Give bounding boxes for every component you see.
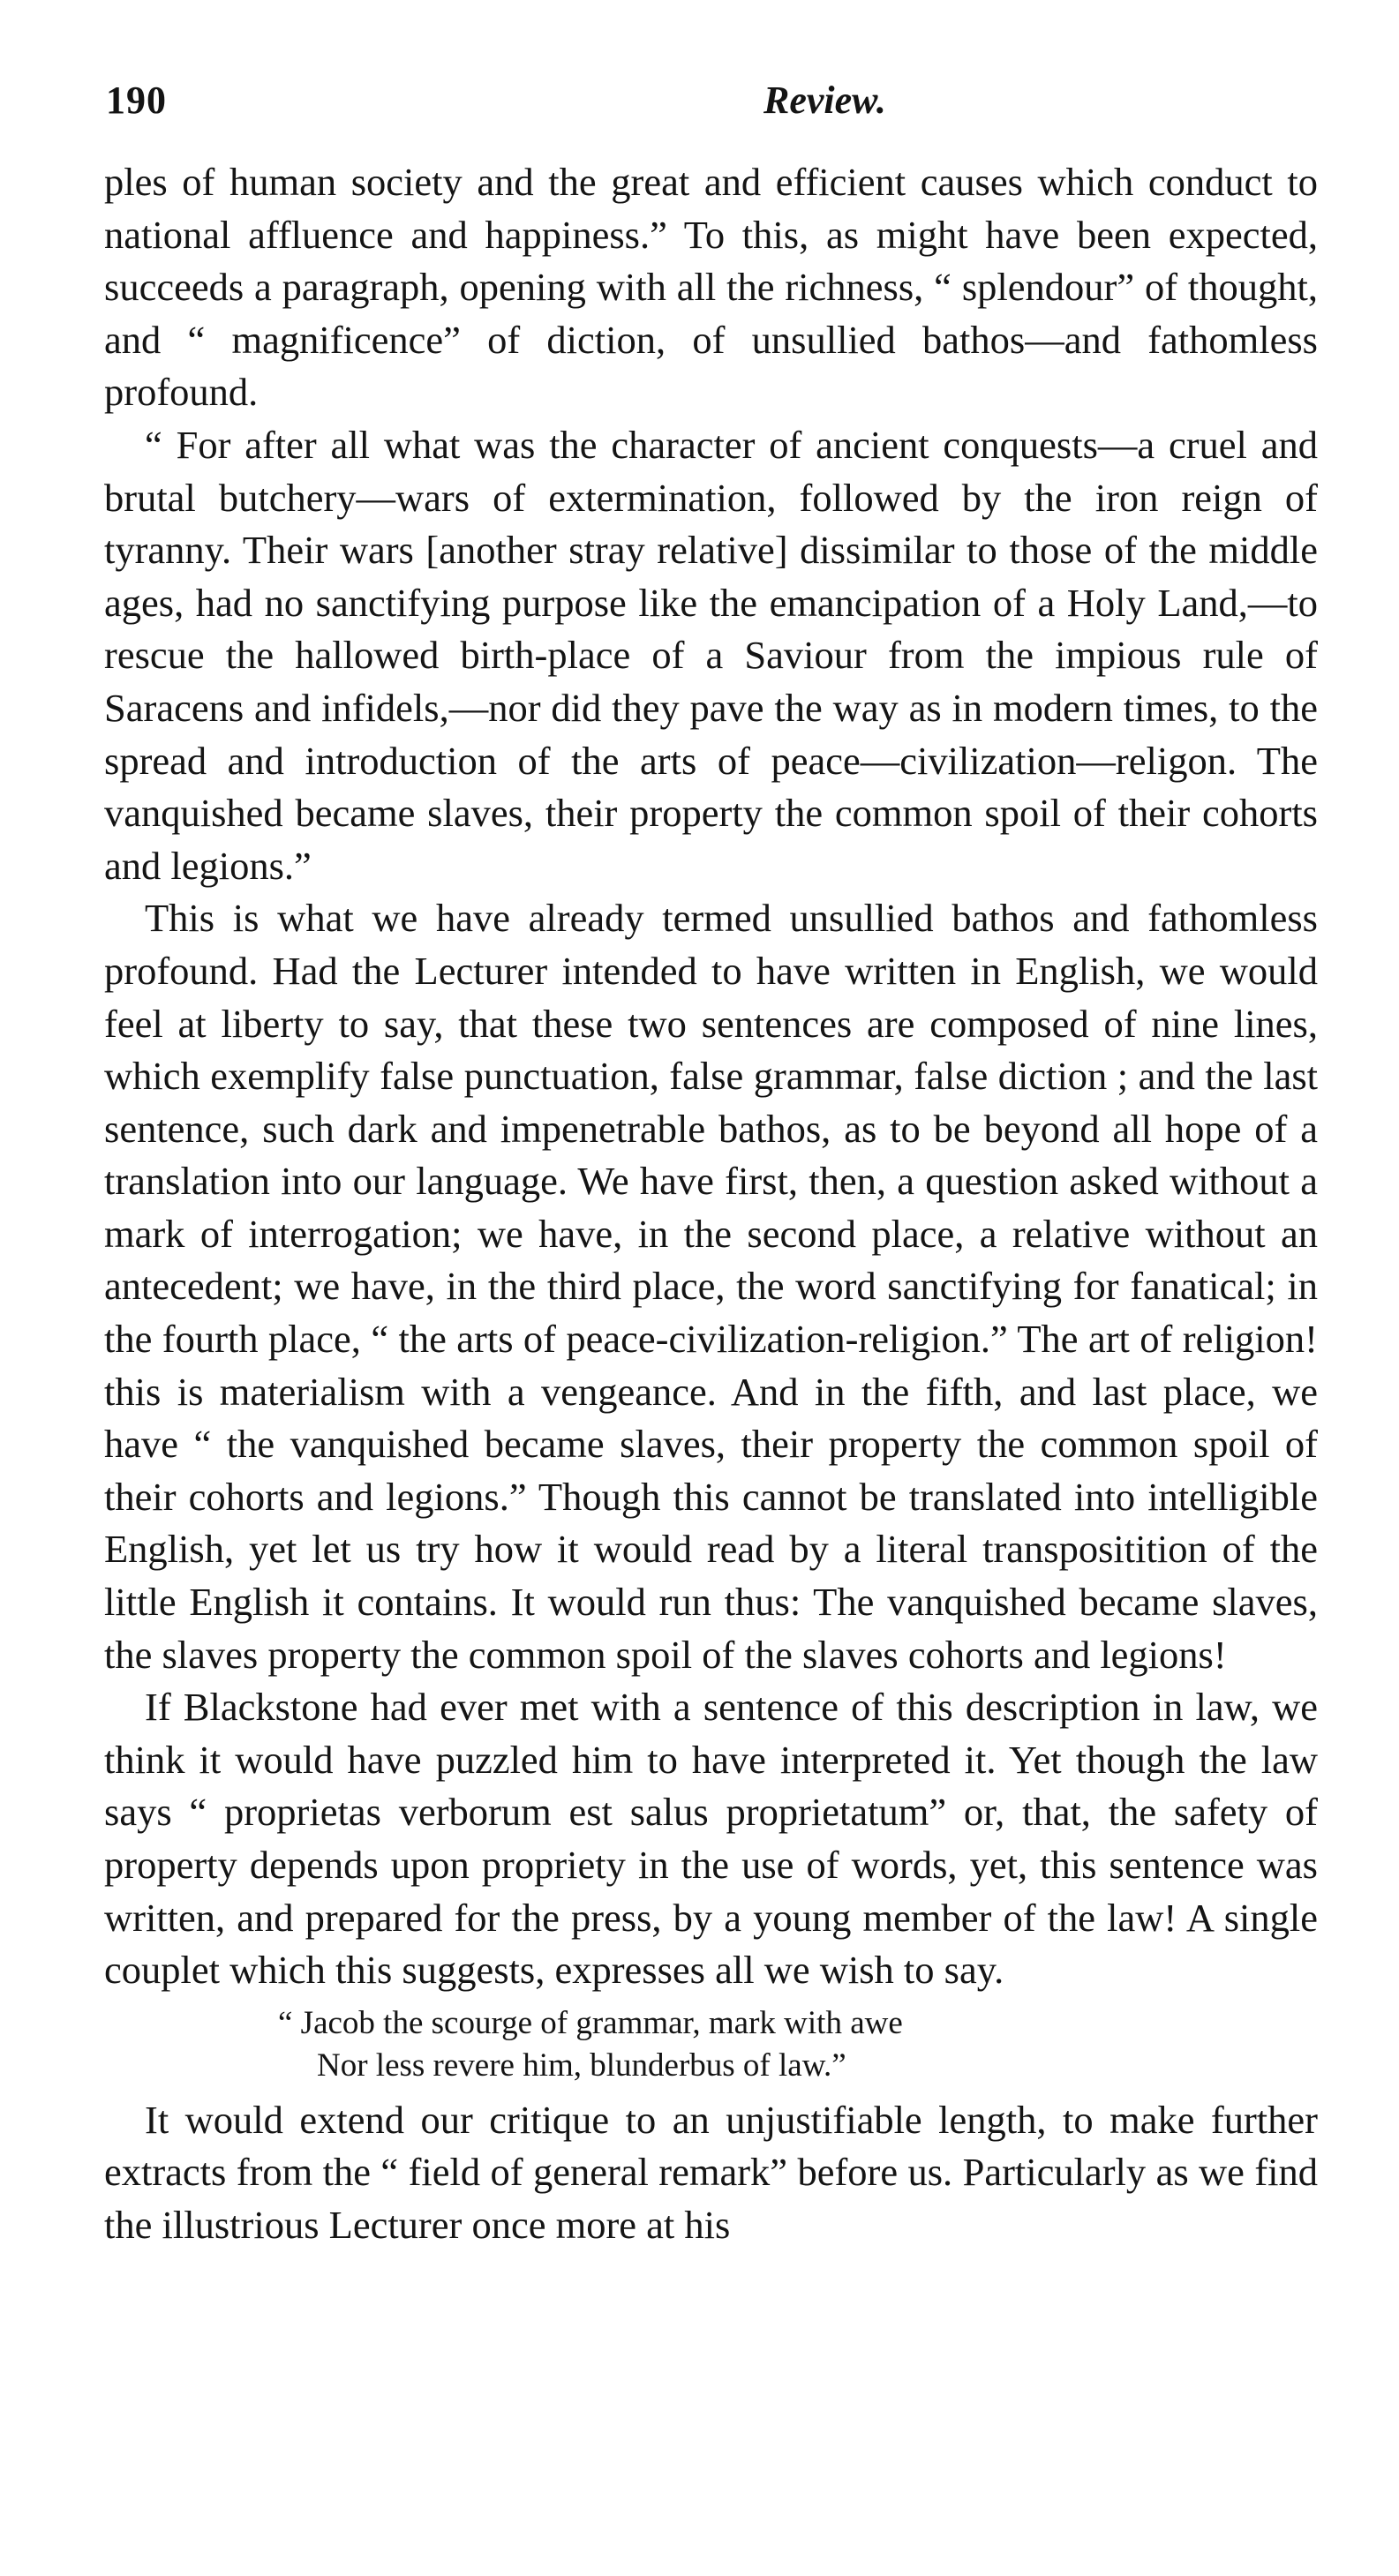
paragraph-critique: This is what we have already termed unsullied bathos and fathomless profound. Had the Lecturer intended to have written in English, we would feel at liberty to say, that these two sentences are composed of nine lines, which exemplify false punctuation, false grammar, false diction ; and the last sentence, such dark and impenetrable bathos, as to be beyond all hope of a translation into our language. We have first, then, a question asked without a mark of interrogation; we have, in the second place, a relative without an antecedent; we have, in the third place, the word sanctifying for fanatical; in the fourth place, “ the arts of peace-civilization-religion.” The art of religion! this is materialism with a vengeance. And in the fifth, and last place, we have “ the vanquished became slaves, their property the common spoil of their cohorts and legions.” Though this cannot be translated into intelligible English, yet let us try how it would read by a literal transpositition of the little English it contains. It would run thus: The vanquished became slaves, the slaves property the common spoil of the slaves cohorts and legions!	[104, 896, 1318, 1677]
running-head: Review.	[763, 79, 886, 122]
couplet-line-1: “ Jacob the scourge of grammar, mark with awe	[278, 2004, 903, 2041]
couplet-line-2: Nor less revere him, blunderbus of law.”	[317, 2047, 846, 2084]
paragraph-quotation: “ For after all what was the character of ancient conquests—a cruel and brutal butchery—wars of extermination, followed by the iron reign of tyranny. Their wars [another stray relative] dissimilar to those of the middle ages, had no sanctifying purpose like the emancipation of a Holy Land,—to rescue the hallowed birth-place of a Saviour from the impious rule of Saracens and infidels,—nor did they pave the way as in modern times, to the spread and introduction of the arts of peace—civilization—religon. The vanquished became slaves, their property the common spoil of their cohorts and legions.”	[104, 422, 1318, 888]
body-text	[104, 156, 1318, 2252]
couplet	[104, 2002, 1318, 2087]
paragraph-continued: ples of human society and the great and efficient causes which conduct to national affluence and happiness.” To this, as might have been expected, succeeds a paragraph, opening with all the richness, “ splendour” of thought, and “ magnificence” of diction, of unsullied bathos—and fathomless profound.	[104, 160, 1318, 415]
page-number: 190	[106, 79, 167, 122]
paragraph-closing: It would extend our critique to an unjustifiable length, to make further extracts from the “ field of general remark” before us. Particularly as we find the illustrious Lecturer once more at his	[104, 2097, 1318, 2247]
paragraph-blackstone: If Blackstone had ever met with a sentence of this description in law, we think it would have puzzled him to have interpreted it. Yet though the law says “ proprietas verborum est salus proprietatum” or, that, the safety of property depends upon propriety in the use of words, yet, this sentence was written, and prepared for the press, by a young member of the law! A single couplet which this suggests, expresses all we wish to say.	[104, 1685, 1318, 1993]
page-header	[106, 78, 1315, 139]
